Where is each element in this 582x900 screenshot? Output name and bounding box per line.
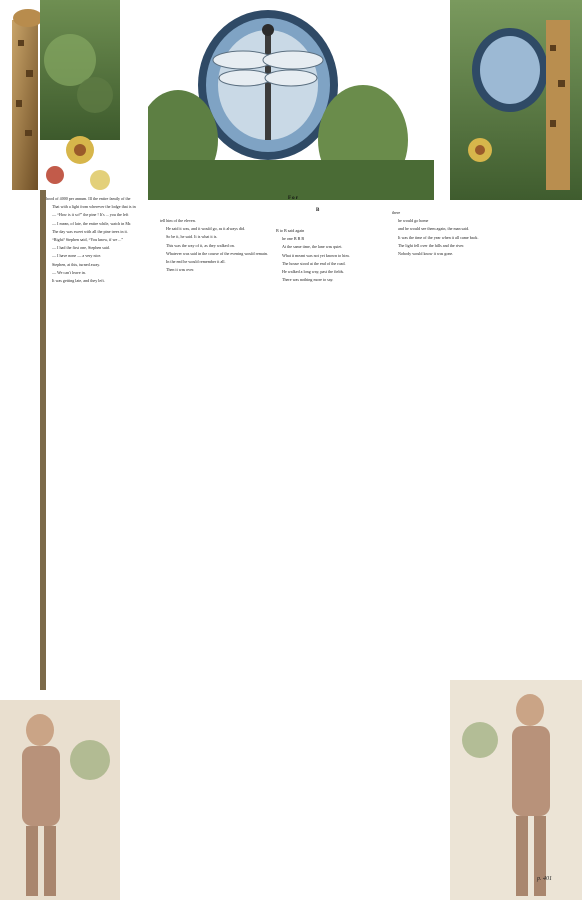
paragraph: Whatever was said in the course of the evening would remain.	[166, 250, 268, 256]
paragraph: tell him of the eleven.	[160, 218, 196, 223]
page-number: p. 401	[537, 876, 552, 882]
paragraph: So be it, he said. It is what it is.	[166, 234, 218, 240]
paragraph: “Right? Stephen said, “You know, if we ...”	[52, 237, 124, 243]
text-column-4	[392, 210, 500, 680]
paragraph: This was the way of it, as they walked on.	[166, 242, 235, 248]
text-column-3	[276, 228, 388, 868]
text-column-2	[160, 218, 272, 858]
paragraph: he would go home	[398, 218, 429, 224]
paragraph: Nobody would know it was gone.	[398, 251, 454, 257]
paragraph: The house stood at the end of the road.	[282, 260, 346, 266]
flower-icon	[468, 138, 492, 162]
paragraph: — I have none — a very nice.	[52, 253, 102, 259]
center-collage	[148, 0, 434, 200]
paragraph: — “How is it so?” the pine ! It's ... you the left	[52, 212, 129, 218]
figure-icon	[0, 700, 120, 900]
paragraph: The light fell over the hills and the river.	[398, 242, 465, 248]
paragraph: — I mean, of late, the entire while, watch in Mr.	[52, 220, 132, 226]
heading-word: B	[316, 208, 320, 213]
paragraph: He said it was, and it would go, as it always did.	[166, 226, 246, 232]
paragraph: He walked a long way, past the fields.	[282, 269, 345, 275]
flower-icon	[46, 136, 110, 190]
paragraph: It was getting late, and they left.	[52, 278, 105, 284]
paragraph: What it meant was not yet known to him.	[282, 252, 350, 258]
figure-icon	[450, 680, 582, 900]
paragraph: — We can't leave in.	[52, 269, 86, 275]
paragraph: The day was sweet with all the pine trees in it.	[52, 228, 128, 234]
paragraph: he one B B B	[282, 236, 305, 242]
paragraph: Then it was over.	[166, 267, 195, 273]
paragraph: — I had the first one, Stephen said.	[52, 245, 110, 251]
paragraph: That with a light from wherever the lodge that is in	[52, 204, 136, 210]
paragraph: There was nothing more to say.	[282, 277, 334, 283]
paragraph: Stephen, at this, turned away.	[52, 261, 101, 267]
text-column-1	[46, 196, 156, 696]
paragraph: In the end he would remember it all.	[166, 259, 226, 265]
paragraph: and he would see them again, the man said.	[398, 226, 470, 232]
giraffe-icon	[12, 9, 43, 190]
paragraph: At the same time, the lane was quiet.	[282, 244, 343, 250]
paragraph: there	[392, 210, 401, 215]
heading-word: F o r	[288, 196, 299, 201]
paragraph: B to B said again	[276, 228, 305, 233]
center-collage-art	[148, 0, 434, 200]
paragraph: hood of 4000 per annum. Ill the entire family of the	[46, 196, 131, 201]
giraffe-icon	[546, 20, 570, 190]
paragraph: It was the time of the year when it all came back.	[398, 234, 479, 240]
